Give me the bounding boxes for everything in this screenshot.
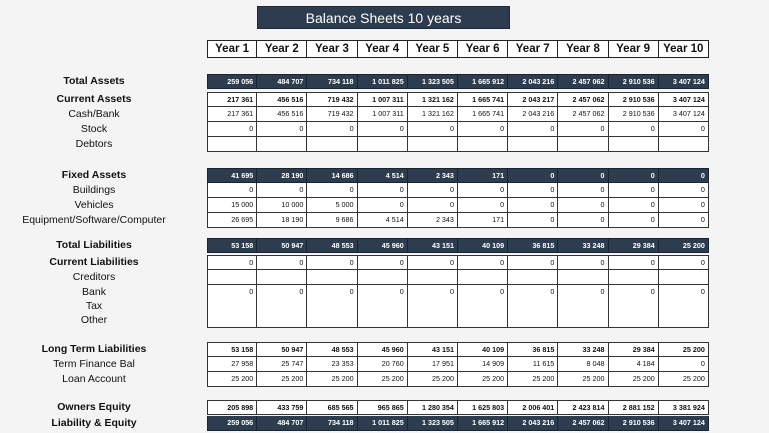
value-cell[interactable] bbox=[358, 270, 408, 285]
value-cell[interactable]: 48 553 bbox=[307, 238, 357, 253]
value-cell[interactable]: 40 109 bbox=[458, 342, 508, 357]
row-vehicles bbox=[207, 198, 709, 213]
value-cell[interactable]: 14 686 bbox=[307, 168, 357, 183]
value-cell[interactable]: 41 695 bbox=[207, 168, 257, 183]
value-cell[interactable] bbox=[358, 299, 408, 314]
value-cell[interactable]: 0 bbox=[558, 122, 608, 137]
row-loan-account bbox=[207, 372, 709, 387]
value-cell[interactable]: 36 815 bbox=[508, 238, 558, 253]
value-cell[interactable]: 0 bbox=[307, 122, 357, 137]
value-cell[interactable]: 1 665 912 bbox=[458, 74, 508, 89]
value-cell[interactable]: 3 381 924 bbox=[659, 400, 709, 415]
value-cell[interactable]: 0 bbox=[609, 255, 659, 270]
row-label-equipment: Equipment/Software/Computer bbox=[22, 214, 166, 226]
year-header-cell[interactable]: Year 10 bbox=[659, 40, 709, 58]
value-cell[interactable]: 5 000 bbox=[307, 198, 357, 213]
value-cell[interactable]: 4 514 bbox=[358, 213, 408, 228]
value-cell[interactable]: 0 bbox=[358, 255, 408, 270]
value-cell[interactable]: 14 909 bbox=[458, 357, 508, 372]
row-cash-bank bbox=[207, 107, 709, 122]
value-cell[interactable] bbox=[558, 137, 608, 152]
value-cell[interactable]: 0 bbox=[257, 285, 307, 300]
row-term-finance-bal bbox=[207, 357, 709, 372]
value-cell[interactable]: 0 bbox=[257, 122, 307, 137]
value-cell[interactable]: 0 bbox=[558, 213, 608, 228]
value-cell[interactable]: 0 bbox=[207, 255, 257, 270]
value-cell[interactable]: 17 951 bbox=[408, 357, 458, 372]
value-cell[interactable] bbox=[358, 313, 408, 328]
row-stock bbox=[207, 122, 709, 137]
value-cell[interactable]: 433 759 bbox=[257, 400, 307, 415]
value-cell[interactable]: 0 bbox=[408, 183, 458, 198]
value-cell[interactable]: 2 343 bbox=[408, 168, 458, 183]
row-buildings bbox=[207, 183, 709, 198]
value-cell[interactable]: 0 bbox=[508, 183, 558, 198]
row-current-liabilities bbox=[207, 255, 709, 270]
value-cell[interactable] bbox=[307, 137, 357, 152]
value-cell[interactable]: 18 190 bbox=[257, 213, 307, 228]
value-cell[interactable] bbox=[307, 299, 357, 314]
value-cell[interactable]: 25 200 bbox=[307, 372, 357, 387]
value-cell[interactable]: 2 343 bbox=[408, 213, 458, 228]
year-header-row bbox=[207, 40, 709, 58]
year-header-cell[interactable]: Year 5 bbox=[408, 40, 458, 58]
value-cell[interactable]: 259 056 bbox=[207, 74, 257, 89]
value-cell[interactable] bbox=[609, 299, 659, 314]
value-cell[interactable]: 53 158 bbox=[207, 238, 257, 253]
value-cell[interactable] bbox=[458, 270, 508, 285]
value-cell[interactable]: 40 109 bbox=[458, 238, 508, 253]
value-cell[interactable]: 0 bbox=[458, 255, 508, 270]
value-cell[interactable]: 0 bbox=[257, 183, 307, 198]
value-cell[interactable]: 217 361 bbox=[207, 92, 257, 107]
value-cell[interactable]: 3 407 124 bbox=[659, 92, 709, 107]
row-label-debtors: Debtors bbox=[75, 138, 113, 150]
value-cell[interactable] bbox=[207, 299, 257, 314]
value-cell[interactable] bbox=[408, 270, 458, 285]
value-cell[interactable]: 25 200 bbox=[558, 372, 608, 387]
value-cell[interactable]: 0 bbox=[609, 168, 659, 183]
value-cell[interactable]: 734 118 bbox=[307, 74, 357, 89]
value-cell[interactable] bbox=[508, 299, 558, 314]
value-cell[interactable]: 0 bbox=[659, 198, 709, 213]
value-cell[interactable]: 2 043 217 bbox=[508, 92, 558, 107]
value-cell[interactable]: 0 bbox=[558, 285, 608, 300]
value-cell[interactable]: 25 200 bbox=[508, 372, 558, 387]
row-label-term-finance-bal: Term Finance Bal bbox=[53, 358, 135, 370]
value-cell[interactable]: 484 707 bbox=[257, 416, 307, 431]
value-cell[interactable]: 1 280 354 bbox=[408, 400, 458, 415]
value-cell[interactable]: 1 011 825 bbox=[358, 416, 408, 431]
value-cell[interactable] bbox=[458, 299, 508, 314]
value-cell[interactable]: 25 200 bbox=[609, 372, 659, 387]
value-cell[interactable]: 45 960 bbox=[358, 238, 408, 253]
row-label-current-assets: Current Assets bbox=[56, 93, 132, 105]
value-cell[interactable]: 0 bbox=[458, 285, 508, 300]
value-cell[interactable]: 0 bbox=[508, 168, 558, 183]
value-cell[interactable]: 15 000 bbox=[207, 198, 257, 213]
row-label-creditors: Creditors bbox=[72, 271, 116, 283]
value-cell[interactable]: 2 043 216 bbox=[508, 107, 558, 122]
value-cell[interactable]: 734 118 bbox=[307, 416, 357, 431]
value-cell[interactable]: 0 bbox=[659, 357, 709, 372]
value-cell[interactable]: 0 bbox=[609, 198, 659, 213]
value-cell[interactable]: 2 043 216 bbox=[508, 74, 558, 89]
value-cell[interactable]: 2 457 062 bbox=[558, 416, 608, 431]
value-cell[interactable]: 25 200 bbox=[458, 372, 508, 387]
value-cell[interactable]: 1 665 741 bbox=[458, 107, 508, 122]
value-cell[interactable]: 20 760 bbox=[358, 357, 408, 372]
value-cell[interactable]: 25 200 bbox=[257, 372, 307, 387]
value-cell[interactable]: 0 bbox=[659, 285, 709, 300]
row-label-fixed-assets: Fixed Assets bbox=[61, 169, 127, 181]
value-cell[interactable]: 1 323 505 bbox=[408, 74, 458, 89]
value-cell[interactable]: 1 007 311 bbox=[358, 92, 408, 107]
value-cell[interactable]: 0 bbox=[609, 213, 659, 228]
value-cell[interactable] bbox=[508, 313, 558, 328]
value-cell[interactable] bbox=[257, 299, 307, 314]
value-cell[interactable]: 719 432 bbox=[307, 107, 357, 122]
value-cell[interactable]: 25 200 bbox=[659, 238, 709, 253]
row-label-cash-bank: Cash/Bank bbox=[68, 108, 120, 120]
value-cell[interactable]: 2 910 536 bbox=[609, 416, 659, 431]
year-header-cell[interactable]: Year 4 bbox=[358, 40, 408, 58]
value-cell[interactable]: 4 184 bbox=[609, 357, 659, 372]
value-cell[interactable]: 33 248 bbox=[558, 238, 608, 253]
value-cell[interactable]: 25 200 bbox=[408, 372, 458, 387]
value-cell[interactable]: 3 407 124 bbox=[659, 416, 709, 431]
value-cell[interactable]: 1 665 741 bbox=[458, 92, 508, 107]
value-cell[interactable]: 205 898 bbox=[207, 400, 257, 415]
value-cell[interactable] bbox=[307, 313, 357, 328]
value-cell[interactable]: 53 158 bbox=[207, 342, 257, 357]
value-cell[interactable] bbox=[458, 137, 508, 152]
value-cell[interactable]: 0 bbox=[458, 198, 508, 213]
row-label-loan-account: Loan Account bbox=[62, 373, 126, 385]
value-cell[interactable]: 23 353 bbox=[307, 357, 357, 372]
value-cell[interactable]: 2 457 062 bbox=[558, 92, 608, 107]
value-cell[interactable]: 217 361 bbox=[207, 107, 257, 122]
value-cell[interactable] bbox=[558, 270, 608, 285]
value-cell[interactable]: 965 865 bbox=[358, 400, 408, 415]
value-cell[interactable]: 25 200 bbox=[659, 372, 709, 387]
value-cell[interactable]: 0 bbox=[358, 122, 408, 137]
value-cell[interactable]: 27 958 bbox=[207, 357, 257, 372]
value-cell[interactable] bbox=[659, 270, 709, 285]
value-cell[interactable]: 0 bbox=[558, 198, 608, 213]
value-cell[interactable]: 0 bbox=[408, 122, 458, 137]
value-cell[interactable] bbox=[408, 137, 458, 152]
value-cell[interactable]: 0 bbox=[508, 213, 558, 228]
value-cell[interactable] bbox=[659, 313, 709, 328]
row-label-owners-equity: Owners Equity bbox=[57, 401, 131, 413]
value-cell[interactable]: 0 bbox=[659, 183, 709, 198]
value-cell[interactable]: 10 000 bbox=[257, 198, 307, 213]
value-cell[interactable]: 2 910 536 bbox=[609, 92, 659, 107]
value-cell[interactable] bbox=[508, 137, 558, 152]
value-cell[interactable]: 484 707 bbox=[257, 74, 307, 89]
value-cell[interactable]: 50 947 bbox=[257, 342, 307, 357]
value-cell[interactable] bbox=[458, 313, 508, 328]
value-cell[interactable]: 0 bbox=[207, 183, 257, 198]
value-cell[interactable]: 0 bbox=[207, 122, 257, 137]
row-label-liability-equity: Liability & Equity bbox=[51, 417, 137, 429]
row-bank bbox=[207, 285, 709, 300]
row-creditors bbox=[207, 270, 709, 285]
row-equipment bbox=[207, 213, 709, 228]
row-debtors bbox=[207, 137, 709, 152]
year-header-cell[interactable]: Year 2 bbox=[257, 40, 307, 58]
row-label-total-assets: Total Assets bbox=[63, 75, 125, 87]
year-header-cell[interactable]: Year 3 bbox=[307, 40, 357, 58]
value-cell[interactable]: 1 321 162 bbox=[408, 92, 458, 107]
value-cell[interactable]: 0 bbox=[358, 183, 408, 198]
value-cell[interactable]: 29 384 bbox=[609, 342, 659, 357]
value-cell[interactable]: 25 747 bbox=[257, 357, 307, 372]
value-cell[interactable]: 719 432 bbox=[307, 92, 357, 107]
value-cell[interactable] bbox=[659, 137, 709, 152]
value-cell[interactable]: 43 151 bbox=[408, 342, 458, 357]
value-cell[interactable]: 0 bbox=[257, 255, 307, 270]
row-liability-equity bbox=[207, 416, 709, 431]
value-cell[interactable]: 0 bbox=[508, 285, 558, 300]
year-header-cell[interactable]: Year 8 bbox=[558, 40, 608, 58]
value-cell[interactable]: 33 248 bbox=[558, 342, 608, 357]
value-cell[interactable]: 0 bbox=[458, 122, 508, 137]
year-header-cell[interactable]: Year 1 bbox=[207, 40, 257, 58]
value-cell[interactable]: 0 bbox=[609, 285, 659, 300]
row-label-long-term-liabilities: Long Term Liabilities bbox=[41, 343, 147, 355]
value-cell[interactable]: 0 bbox=[307, 285, 357, 300]
value-cell[interactable]: 0 bbox=[659, 168, 709, 183]
value-cell[interactable]: 2 910 536 bbox=[609, 74, 659, 89]
value-cell[interactable]: 171 bbox=[458, 213, 508, 228]
value-cell[interactable]: 3 407 124 bbox=[659, 107, 709, 122]
value-cell[interactable] bbox=[408, 299, 458, 314]
value-cell[interactable]: 25 200 bbox=[207, 372, 257, 387]
value-cell[interactable] bbox=[307, 270, 357, 285]
value-cell[interactable]: 4 514 bbox=[358, 168, 408, 183]
value-cell[interactable]: 2 006 401 bbox=[508, 400, 558, 415]
row-label-current-liabilities: Current Liabilities bbox=[49, 256, 139, 268]
value-cell[interactable]: 0 bbox=[508, 255, 558, 270]
value-cell[interactable] bbox=[609, 270, 659, 285]
value-cell[interactable]: 25 200 bbox=[358, 372, 408, 387]
row-label-total-liabilities: Total Liabilities bbox=[56, 239, 132, 251]
value-cell[interactable]: 456 516 bbox=[257, 107, 307, 122]
value-cell[interactable] bbox=[257, 137, 307, 152]
value-cell[interactable]: 456 516 bbox=[257, 92, 307, 107]
value-cell[interactable]: 0 bbox=[408, 198, 458, 213]
value-cell[interactable]: 0 bbox=[307, 255, 357, 270]
value-cell[interactable]: 0 bbox=[609, 183, 659, 198]
value-cell[interactable]: 48 553 bbox=[307, 342, 357, 357]
value-cell[interactable]: 0 bbox=[558, 255, 608, 270]
value-cell[interactable]: 0 bbox=[207, 285, 257, 300]
value-cell[interactable]: 9 686 bbox=[307, 213, 357, 228]
row-current-assets bbox=[207, 92, 709, 107]
value-cell[interactable]: 0 bbox=[609, 122, 659, 137]
value-cell[interactable]: 50 947 bbox=[257, 238, 307, 253]
row-owners-equity bbox=[207, 400, 709, 415]
row-label-bank: Bank bbox=[82, 286, 106, 298]
value-cell[interactable]: 0 bbox=[558, 168, 608, 183]
value-cell[interactable]: 0 bbox=[558, 183, 608, 198]
row-total-liabilities bbox=[207, 238, 709, 253]
row-long-term-liabilities bbox=[207, 342, 709, 357]
year-header-cell[interactable]: Year 7 bbox=[508, 40, 558, 58]
value-cell[interactable]: 1 321 162 bbox=[408, 107, 458, 122]
value-cell[interactable]: 26 695 bbox=[207, 213, 257, 228]
value-cell[interactable] bbox=[207, 313, 257, 328]
value-cell[interactable]: 1 007 311 bbox=[358, 107, 408, 122]
year-header-cell[interactable]: Year 6 bbox=[458, 40, 508, 58]
row-fixed-assets bbox=[207, 168, 709, 183]
value-cell[interactable]: 25 200 bbox=[659, 342, 709, 357]
row-tax bbox=[207, 299, 709, 314]
value-cell[interactable]: 0 bbox=[358, 285, 408, 300]
sheet-title: Balance Sheets 10 years bbox=[257, 6, 510, 29]
value-cell[interactable]: 36 815 bbox=[508, 342, 558, 357]
value-cell[interactable]: 2 043 216 bbox=[508, 416, 558, 431]
value-cell[interactable]: 0 bbox=[408, 255, 458, 270]
value-cell[interactable]: 11 615 bbox=[508, 357, 558, 372]
row-other bbox=[207, 313, 709, 328]
value-cell[interactable]: 2 457 062 bbox=[558, 74, 608, 89]
value-cell[interactable]: 43 151 bbox=[408, 238, 458, 253]
value-cell[interactable] bbox=[609, 313, 659, 328]
value-cell[interactable] bbox=[609, 137, 659, 152]
value-cell[interactable] bbox=[257, 313, 307, 328]
row-label-other: Other bbox=[80, 314, 108, 326]
value-cell[interactable]: 1 011 825 bbox=[358, 74, 408, 89]
value-cell[interactable] bbox=[358, 137, 408, 152]
row-label-stock: Stock bbox=[80, 123, 108, 135]
row-label-tax: Tax bbox=[85, 300, 103, 312]
value-cell[interactable] bbox=[257, 270, 307, 285]
value-cell[interactable]: 2 881 152 bbox=[609, 400, 659, 415]
row-total-assets bbox=[207, 74, 709, 89]
value-cell[interactable]: 3 407 124 bbox=[659, 74, 709, 89]
value-cell[interactable] bbox=[508, 270, 558, 285]
value-cell[interactable] bbox=[408, 313, 458, 328]
value-cell[interactable]: 171 bbox=[458, 168, 508, 183]
row-label-vehicles: Vehicles bbox=[74, 199, 114, 211]
value-cell[interactable] bbox=[558, 313, 608, 328]
value-cell[interactable]: 0 bbox=[659, 213, 709, 228]
value-cell[interactable]: 28 190 bbox=[257, 168, 307, 183]
value-cell[interactable]: 259 056 bbox=[207, 416, 257, 431]
value-cell[interactable]: 1 323 505 bbox=[408, 416, 458, 431]
value-cell[interactable]: 0 bbox=[408, 285, 458, 300]
value-cell[interactable]: 0 bbox=[508, 122, 558, 137]
value-cell[interactable]: 1 665 912 bbox=[458, 416, 508, 431]
row-label-buildings: Buildings bbox=[72, 184, 116, 196]
value-cell[interactable]: 2 457 062 bbox=[558, 107, 608, 122]
value-cell[interactable] bbox=[207, 270, 257, 285]
value-cell[interactable]: 0 bbox=[358, 198, 408, 213]
value-cell[interactable] bbox=[659, 299, 709, 314]
value-cell[interactable]: 0 bbox=[458, 183, 508, 198]
value-cell[interactable] bbox=[207, 137, 257, 152]
value-cell[interactable]: 29 384 bbox=[609, 238, 659, 253]
value-cell[interactable]: 8 048 bbox=[558, 357, 608, 372]
value-cell[interactable]: 0 bbox=[659, 122, 709, 137]
value-cell[interactable]: 0 bbox=[508, 198, 558, 213]
value-cell[interactable]: 1 625 803 bbox=[458, 400, 508, 415]
value-cell[interactable]: 45 960 bbox=[358, 342, 408, 357]
value-cell[interactable]: 2 910 536 bbox=[609, 107, 659, 122]
value-cell[interactable] bbox=[558, 299, 608, 314]
value-cell[interactable]: 685 565 bbox=[307, 400, 357, 415]
year-header-cell[interactable]: Year 9 bbox=[609, 40, 659, 58]
value-cell[interactable]: 2 423 814 bbox=[558, 400, 608, 415]
value-cell[interactable]: 0 bbox=[659, 255, 709, 270]
value-cell[interactable]: 0 bbox=[307, 183, 357, 198]
